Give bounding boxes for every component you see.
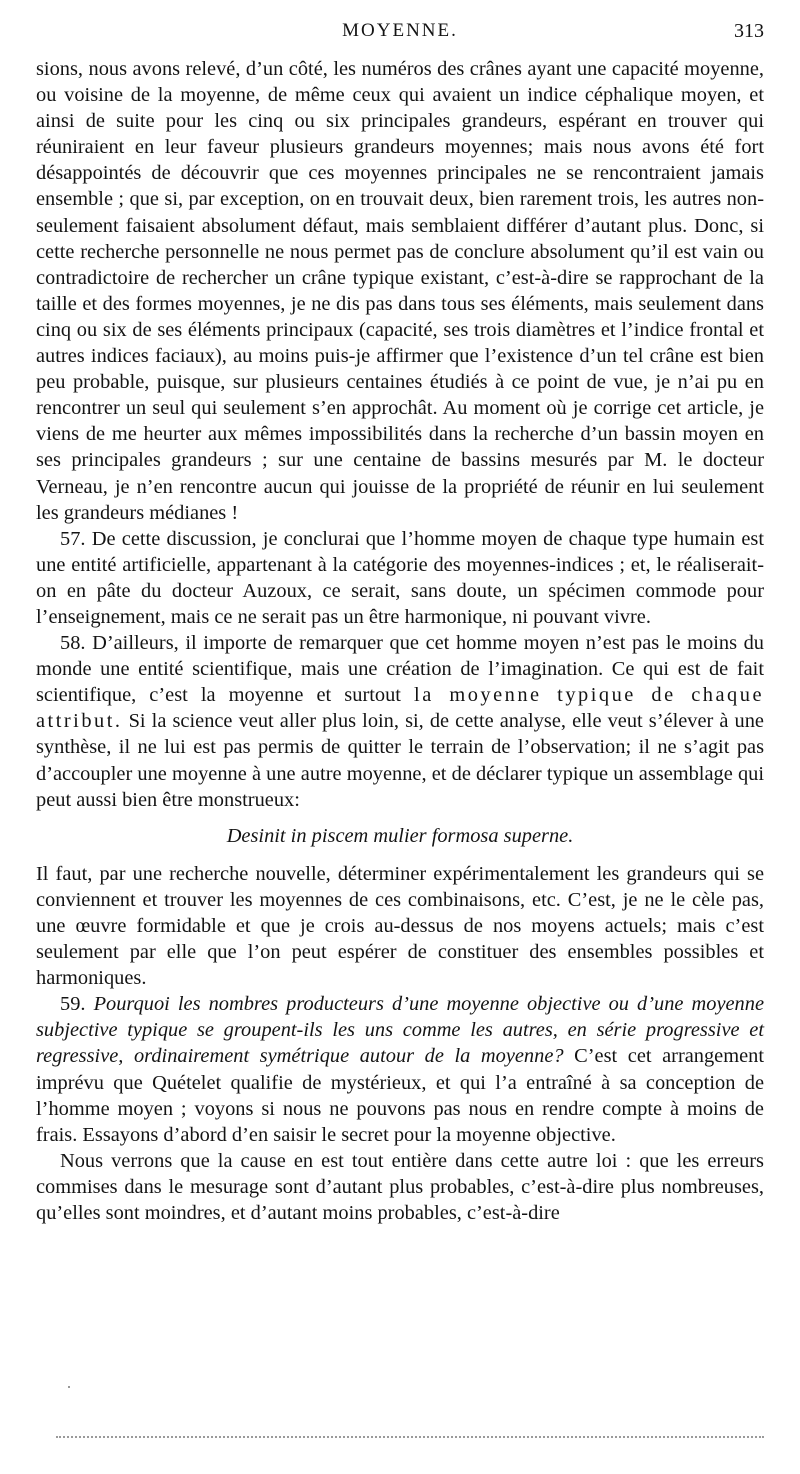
page-number: 313 [734,20,764,42]
paragraph-continuation: sions, nous avons relevé, d’un côté, les numéros des crânes ayant une capacité moyenne, ou voisine de la moyenne, de même ceux qui avaient un indice céphalique moyen, et ainsi de suite pour les cinq ou six principales grandeurs, espérant en trouver qui réuniraient en leur faveur plusieurs grandeurs moyennes; mais nous avons été fort désappointés de découvrir que ces moyennes principales ne se rencontraient jamais ensemble ; que si, par exception, on en trouvait deux, bien rarement trois, les autres non-seulement faisaient absolument défaut, mais semblaient différer d’autant plus. Donc, si cette recherche personnelle ne nous permet pas de conclure absolument qu’il est vain ou contradictoire de rechercher un crâne typique existant, c’est-à-dire se rapprochant de la taille et des formes moyennes, je ne dis pas dans tous ses éléments, mais seulement dans cinq ou six de ses éléments principaux (capacité, ses trois diamètres et l’indice frontal et autres indices faciaux), au moins puis-je affirmer que l’existence d’un tel crâne est bien peu probable, puisque, sur plusieurs centaines étudiés à ce point de vue, je n’ai pu en rencontrer un seul qui seulement s’en approchât. Au moment où je corrige cet article, je viens de me heurter aux mêmes impossibilités dans la recherche d’un bassin moyen en ses principales grandeurs ; sur une centaine de bassins mesurés par M. le docteur Verneau, je n’en rencontre aucun qui jouisse de la propriété de réunir en lui seulement les grandeurs médianes ! [36,58,764,524]
paragraph-number: 57. [60,527,86,550]
paragraph-58-continuation: Il faut, par une recherche nouvelle, déterminer expérimentalement les grandeurs qui se conviennent et trouver les moyennes de ces combinaisons, etc. C’est, je ne le cèle pas, une œuvre formidable et que je crois au-dessus de nos moyens actuels; mais c’est seulement par elle que l’on peut espérer de constituer des ensembles possibles et harmoniques. [36,862,764,990]
paragraph-number: 59. [60,993,86,1016]
paragraph-58 [36,630,764,813]
paragraph-60: Nous verrons que la cause en est tout entière dans cette autre loi : que les erreurs commises dans le mesurage sont d’autant plus probables, c’est-à-dire plus nombreuses, qu’elles sont moindres, et d’autant moins probables, c’est-à-dire [36,1149,764,1225]
paragraph-59 [36,991,764,1148]
italic-question: Pourquoi les nombres producteurs d’une moyenne objective ou d’une moyenne subjective typique se groupent-ils les uns comme les autres, en série progressive et regressive, ordinairement symétrique autour de la moyenne? [36,993,764,1068]
book-page [36,0,764,1474]
paragraph-text: D’ailleurs, il importe de remarquer que cet homme moyen n’est pas le moins du monde une entité scientifique, mais une création de l’imagination. Ce qui est de fait scientifique, c’est la moyenne et surtout [36,632,764,707]
running-head: MOYENNE. [342,20,458,41]
paragraph-text: Si la science veut aller plus loin, si, de cette analyse, elle veut s’élever à une synthèse, il ne lui est pas permis de quitter le terrain de l’observation; il ne s’agit pas d’accoupler une moyenne à une autre moyenne, et de déclarer typique un assemblage qui peut aussi bien être monstrueux: [36,710,764,811]
print-speck [68,1386,70,1388]
footer-bleed-through-line [56,1436,764,1438]
paragraph-57 [36,526,764,630]
paragraph-number: 58. [60,632,86,655]
paragraph-text: De cette discussion, je conclurai que l’homme moyen de chaque type humain est une entité artificielle, appartenant à la catégorie des moyennes-indices ; et, le réaliserait-on en pâte du docteur Auzoux, ce serait, sans doute, un spécimen commode pour l’enseignement, mais ce ne serait pas un être harmonique, ni pouvant vivre. [36,527,764,628]
paragraph-text: C’est cet arrangement imprévu que Quételet qualifie de mystérieux, et qui l’a entraîné à sa conception de l’homme moyen ; voyons si nous ne pouvons pas nous en rendre compte à moins de frais. Essayons d’abord d’en saisir le secret pour la moyenne objective. [36,1045,764,1146]
page-header [36,20,764,52]
body-text [36,56,764,1226]
latin-quotation: Desinit in piscem mulier formosa superne. [226,824,574,847]
emphasis-spaced-text: la moyenne typique de chaque attribut. [36,684,764,733]
